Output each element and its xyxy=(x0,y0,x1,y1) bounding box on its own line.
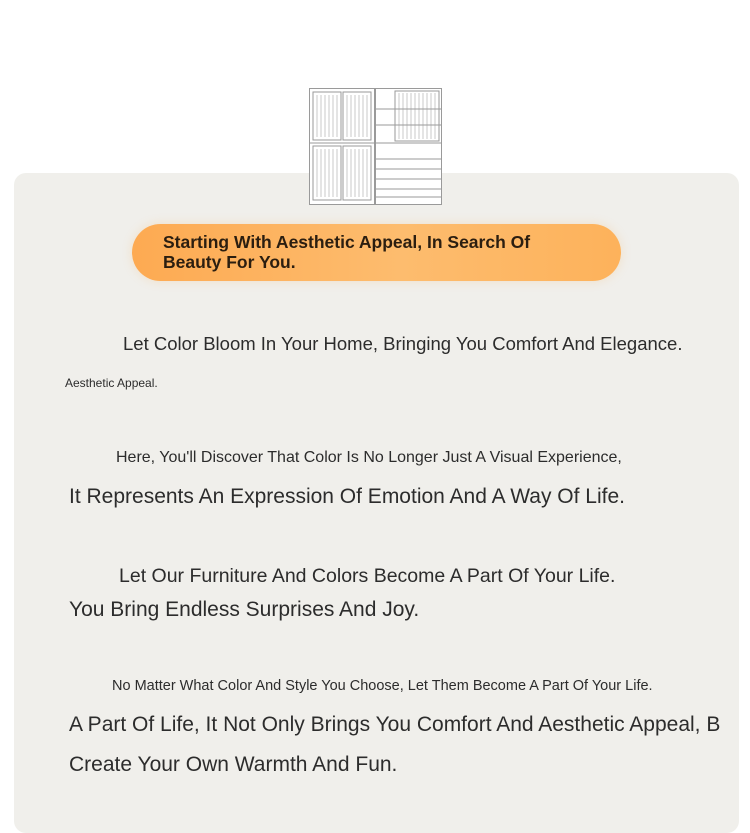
wardrobe-cabinet-icon xyxy=(309,87,443,206)
paragraph-line-2: Aesthetic Appeal. xyxy=(65,376,158,390)
paragraph-line-9: Create Your Own Warmth And Fun. xyxy=(69,753,398,776)
headline-text: Starting With Aesthetic Appeal, In Search Of Beauty For You. xyxy=(163,232,531,272)
paragraph-line-5: Let Our Furniture And Colors Become A Part Of Your Life. xyxy=(119,565,616,587)
paragraph-line-7: No Matter What Color And Style You Choose, Let Them Become A Part Of Your Life. xyxy=(112,678,653,694)
paragraph-line-6: You Bring Endless Surprises And Joy. xyxy=(69,598,420,621)
paragraph-line-3: Here, You'll Discover That Color Is No Longer Just A Visual Experience, xyxy=(116,449,622,466)
paragraph-line-4: It Represents An Expression Of Emotion And A Way Of Life. xyxy=(69,485,625,508)
paragraph-line-8: A Part Of Life, It Not Only Brings You Comfort And Aesthetic Appeal, B xyxy=(69,713,721,736)
paragraph-line-1: Let Color Bloom In Your Home, Bringing You Comfort And Elegance. xyxy=(123,333,683,354)
